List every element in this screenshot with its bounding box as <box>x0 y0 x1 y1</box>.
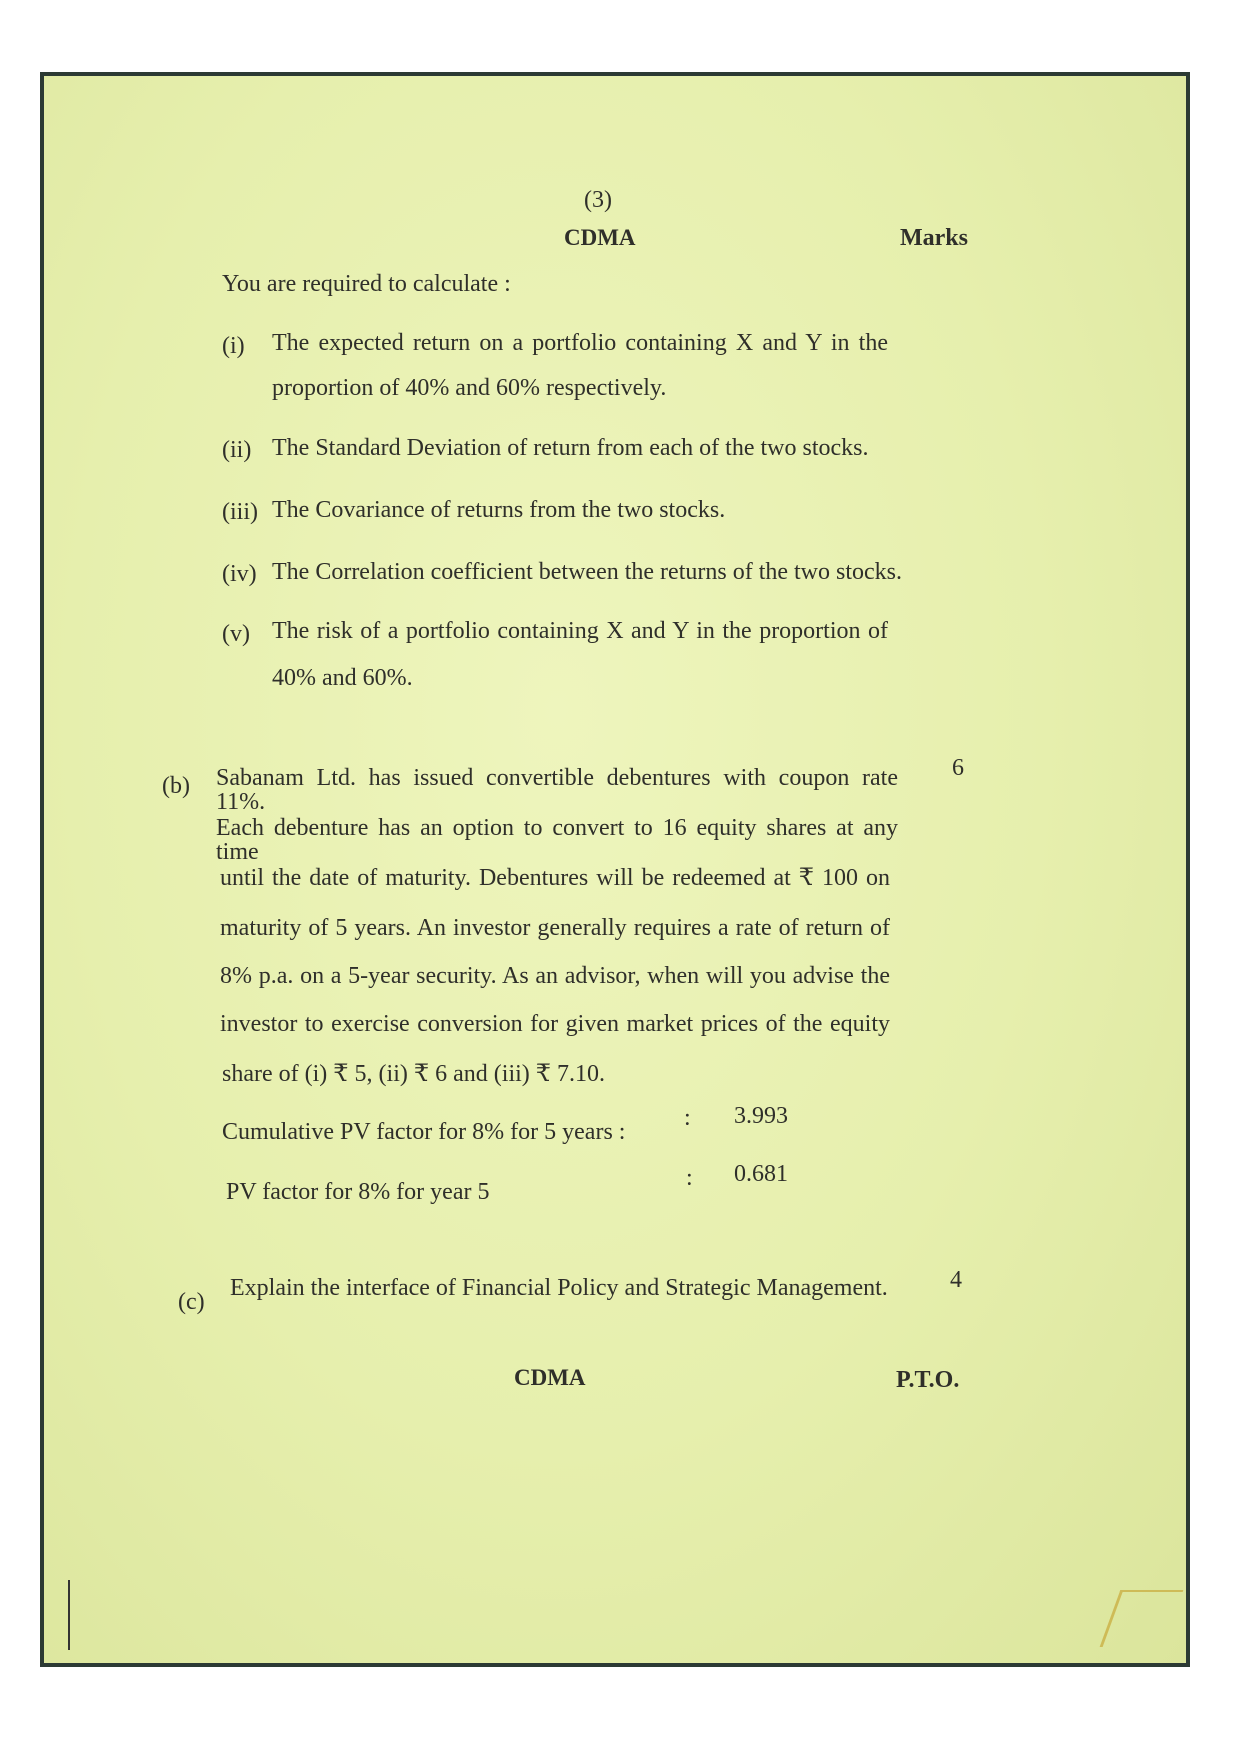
exam-page <box>44 76 1186 1663</box>
factor-sep: : <box>686 1165 693 1191</box>
part-b-label: (b) <box>162 773 190 799</box>
factor-label: PV factor for 8% for year 5 <box>226 1179 490 1205</box>
factor-label: Cumulative PV factor for 8% for 5 years : <box>222 1119 626 1145</box>
item-line: The Standard Deviation of return from each of the two stocks. <box>272 435 869 461</box>
item-label: (ii) <box>222 437 252 463</box>
factor-value: 0.681 <box>734 1161 788 1187</box>
item-label: (iii) <box>222 499 258 525</box>
part-b-line: 8% p.a. on a 5-year security. As an advisor, when will you advise the <box>220 963 890 989</box>
part-c-label: (c) <box>178 1289 205 1315</box>
part-b-line: share of (i) ₹ 5, (ii) ₹ 6 and (iii) ₹ 7.10. <box>222 1061 606 1087</box>
paper-code-footer: CDMA <box>514 1365 586 1390</box>
part-a-intro: You are required to calculate : <box>222 271 511 297</box>
page-number: (3) <box>584 187 612 213</box>
item-label: (i) <box>222 333 245 359</box>
part-c-marks: 4 <box>950 1267 962 1293</box>
item-line: 40% and 60%. <box>272 665 413 691</box>
pto-label: P.T.O. <box>896 1367 960 1393</box>
marks-heading: Marks <box>900 225 968 251</box>
item-line: proportion of 40% and 60% respectively. <box>272 375 667 401</box>
part-b-marks: 6 <box>952 755 964 781</box>
part-b-line: Each debenture has an option to convert to 16 equity shares at any time <box>216 815 898 865</box>
item-label: (iv) <box>222 561 257 587</box>
item-label: (v) <box>222 621 250 647</box>
item-line: The Correlation coefficient between the returns of the two stocks. <box>272 559 903 585</box>
page-edge-mark <box>68 1580 70 1650</box>
part-b-line: maturity of 5 years. An investor generally requires a rate of return of <box>220 915 890 941</box>
factor-sep: : <box>684 1105 691 1131</box>
factor-value: 3.993 <box>734 1103 788 1129</box>
part-b-line: Sabanam Ltd. has issued convertible debentures with coupon rate 11%. <box>216 765 898 815</box>
item-line: The risk of a portfolio containing X and Y in the proportion of <box>272 618 888 644</box>
part-b-line: until the date of maturity. Debentures will be redeemed at ₹ 100 on <box>220 865 890 891</box>
item-line: The Covariance of returns from the two stocks. <box>272 497 726 523</box>
part-b-line: investor to exercise conversion for given market prices of the equity <box>220 1011 890 1037</box>
part-c-text: Explain the interface of Financial Policy and Strategic Management. <box>230 1275 888 1301</box>
item-line: The expected return on a portfolio containing X and Y in the <box>272 330 888 356</box>
paper-code-header: CDMA <box>564 225 636 250</box>
